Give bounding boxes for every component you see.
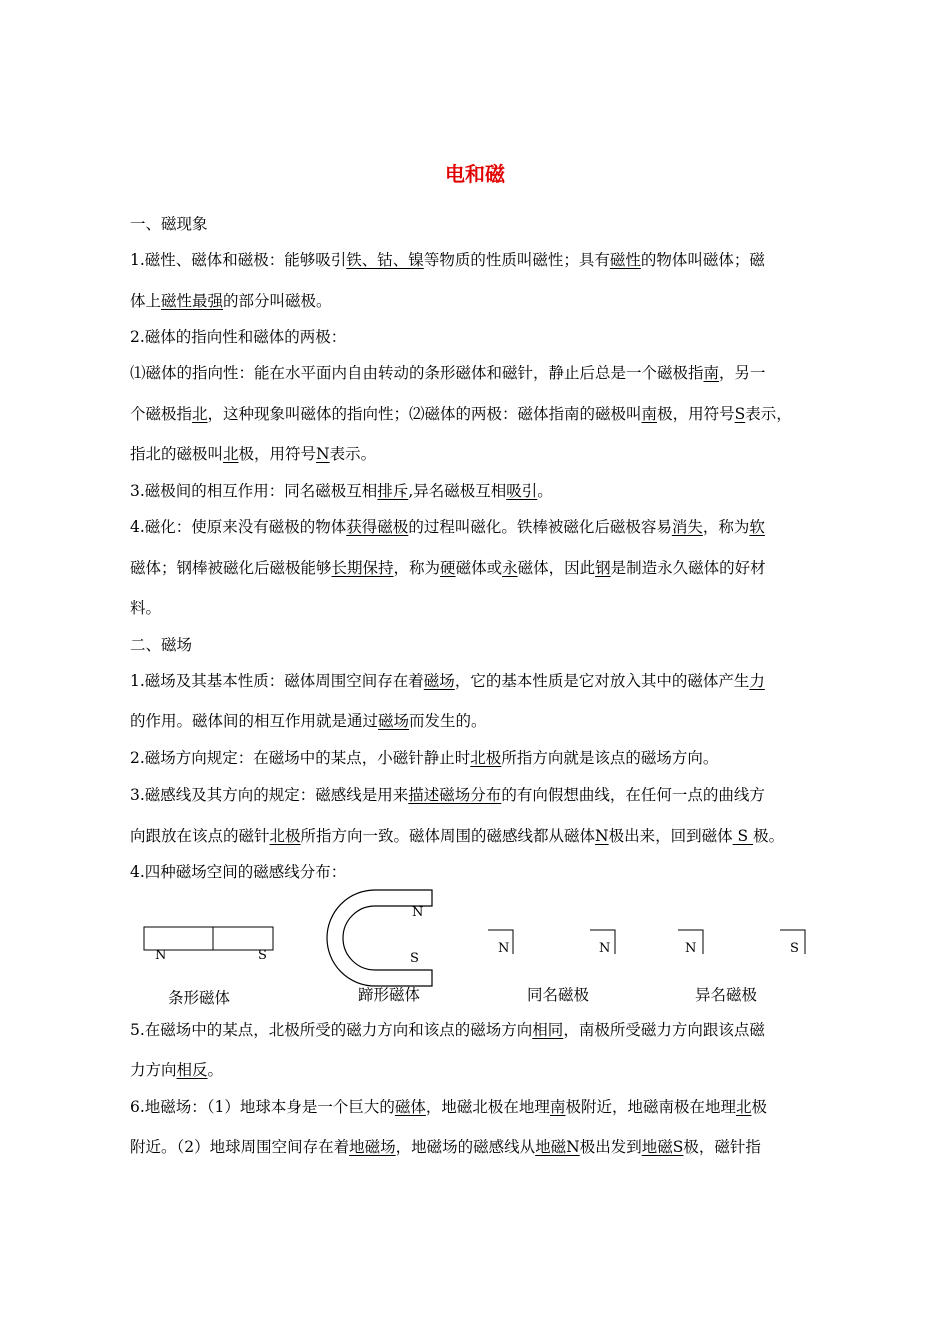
paragraph-line: 6.地磁场：（1）地球本身是一个巨大的磁体，地磁北极在地理南极附近，地磁南极在地理北极 <box>130 1098 767 1116</box>
horseshoe-n-label: N <box>412 905 424 920</box>
paragraph-line: 1.磁场及其基本性质：磁体周围空间存在着磁场，它的基本性质是它对放入其中的磁体产生力 <box>130 672 765 690</box>
blank-answer: 获得磁极 <box>346 518 409 536</box>
paragraph-line: 体上磁性最强的部分叫磁极。 <box>130 292 332 310</box>
blank-answer: 北极 <box>470 749 502 767</box>
paragraph-line: 料。 <box>130 599 162 617</box>
paragraph-line: 指北的磁极叫北极，用符号N表示。 <box>130 445 377 463</box>
blank-answer: 长期保持 <box>331 559 394 577</box>
paragraph-line: 2.磁场方向规定：在磁场中的某点，小磁针静止时北极所指方向就是该点的磁场方向。 <box>130 749 719 767</box>
different-poles-right-label: S <box>790 941 799 956</box>
caption-horseshoe-magnet: 蹄形磁体 <box>358 986 421 1004</box>
paragraph-line: 4.磁化：使原来没有磁极的物体获得磁极的过程叫磁化。铁棒被磁化后磁极容易消失，称为软 <box>130 518 765 536</box>
blank-answer: 地磁S <box>641 1138 684 1156</box>
blank-answer: 南 <box>703 364 720 382</box>
blank-answer: 消失 <box>671 518 703 536</box>
blank-answer: 北 <box>223 445 239 463</box>
blank-answer: 力 <box>749 672 765 690</box>
blank-answer: 吸引 <box>506 482 538 500</box>
blank-answer: 磁性最强 <box>161 292 224 310</box>
bar-magnet-n-label: N <box>155 948 167 963</box>
paragraph-line: 力方向相反。 <box>130 1061 224 1079</box>
same-poles-left-label: N <box>498 941 510 956</box>
caption-different-poles: 异名磁极 <box>695 986 758 1004</box>
blank-answer: 地磁N <box>535 1138 580 1156</box>
bar-magnet-s-label: S <box>258 948 267 963</box>
blank-answer: 钢 <box>595 559 611 577</box>
bar-magnet <box>144 927 273 963</box>
blank-answer: 北极 <box>269 827 301 845</box>
caption-same-poles: 同名磁极 <box>527 986 590 1004</box>
caption-bar-magnet: 条形磁体 <box>168 989 231 1007</box>
blank-answer: 北 <box>735 1098 752 1116</box>
blank-answer: S <box>734 405 746 423</box>
paragraph-line: 4.四种磁场空间的磁感线分布： <box>130 863 347 881</box>
section-heading-magnetic-field: 二、磁场 <box>130 636 193 654</box>
magnet-diagrams <box>130 880 830 1020</box>
blank-answer: 南 <box>641 405 658 423</box>
blank-answer: N <box>595 827 609 845</box>
different-poles <box>678 930 805 956</box>
paragraph-line: 个磁极指北，这种现象叫磁体的指向性；⑵磁体的两极：磁体指南的磁极叫南极，用符号S表示， <box>130 405 792 423</box>
horseshoe-magnet <box>327 890 432 986</box>
blank-answer: 南 <box>549 1098 566 1116</box>
paragraph-line: 1.磁性、磁体和磁极：能够吸引铁、钴、镍等物质的性质叫磁性；具有磁性的物体叫磁体；磁 <box>130 251 765 269</box>
page-title: 电和磁 <box>445 162 505 186</box>
paragraph-line: 附近。（2）地球周围空间存在着地磁场，地磁场的磁感线从地磁N极出发到地磁S极，磁针指 <box>130 1138 761 1156</box>
blank-answer: 软 <box>749 518 765 536</box>
paragraph-line: 向跟放在该点的磁针北极所指方向一致。磁体周围的磁感线都从磁体N极出来，回到磁体 S 极。 <box>130 827 785 845</box>
different-poles-left-label: N <box>685 941 697 956</box>
blank-answer: 铁、钴、镍 <box>346 251 424 269</box>
blank-answer: 相反 <box>176 1061 208 1079</box>
same-poles-right-label: N <box>599 941 611 956</box>
horseshoe-s-label: S <box>410 951 419 966</box>
paragraph-line: 3.磁极间的相互作用：同名磁极互相排斥,异名磁极互相吸引。 <box>130 482 553 500</box>
blank-answer: 磁场 <box>423 672 455 690</box>
blank-answer: S <box>732 827 754 845</box>
paragraph-line: 2.磁体的指向性和磁体的两极： <box>130 328 347 346</box>
blank-answer: 磁体 <box>394 1098 426 1116</box>
blank-answer: 磁性 <box>609 251 641 269</box>
blank-answer: 硬 <box>440 559 456 577</box>
blank-answer: 磁场 <box>378 712 410 730</box>
paragraph-line: 磁体；钢棒被磁化后磁极能够长期保持，称为硬磁体或永磁体，因此钢是制造永久磁体的好材 <box>130 559 766 577</box>
blank-answer: 相同 <box>532 1021 564 1039</box>
same-poles <box>488 930 615 956</box>
blank-answer: 排斥 <box>377 482 409 500</box>
paragraph-line: 3.磁感线及其方向的规定：磁感线是用来描述磁场分布的有向假想曲线，在任何一点的曲线方 <box>130 786 765 804</box>
paragraph-line: 的作用。磁体间的相互作用就是通过磁场而发生的。 <box>130 712 487 730</box>
blank-answer: 永 <box>502 559 518 577</box>
section-heading-magnetic-phenomena: 一、磁现象 <box>130 215 208 233</box>
blank-answer: 北 <box>192 405 208 423</box>
paragraph-line: 5.在磁场中的某点，北极所受的磁力方向和该点的磁场方向相同，南极所受磁力方向跟该点磁 <box>130 1021 765 1039</box>
paragraph-line: ⑴磁体的指向性：能在水平面内自由转动的条形磁体和磁针，静止后总是一个磁极指南，另一 <box>130 364 766 382</box>
blank-answer: N <box>316 445 330 463</box>
blank-answer: 描述磁场分布 <box>408 786 502 804</box>
blank-answer: 地磁场 <box>349 1138 396 1156</box>
